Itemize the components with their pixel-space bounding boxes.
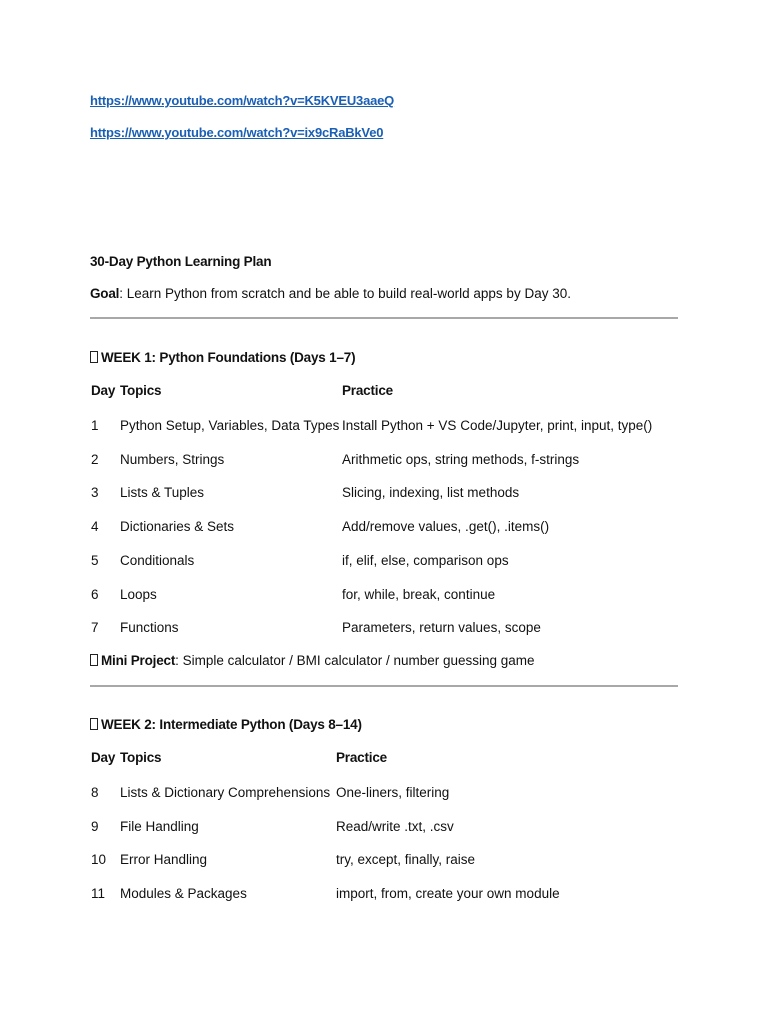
week1-table-header (0, 383, 768, 403)
practice-cell: One-liners, filtering (336, 785, 450, 800)
day-cell: 9 (91, 819, 99, 834)
topic-cell: Conditionals (120, 553, 195, 568)
day-cell: 2 (91, 452, 99, 467)
goal-text: : Learn Python from scratch and be able to build real-world apps by Day 30. (119, 286, 571, 301)
practice-cell: Arithmetic ops, string methods, f-strings (342, 452, 580, 467)
goal-label: Goal (90, 286, 120, 301)
doc-title: 30-Day Python Learning Plan (90, 254, 272, 269)
week1-heading-text: WEEK 1: Python Foundations (Days 1–7) (101, 350, 356, 365)
table-row (0, 785, 768, 805)
practice-cell: Install Python + VS Code/Jupyter, print, input, type() (342, 418, 653, 433)
goal-line (90, 286, 571, 301)
topic-cell: Python Setup, Variables, Data Types (120, 418, 340, 433)
week2-heading (90, 717, 362, 732)
day-cell: 4 (91, 519, 99, 534)
header-day: Day (91, 383, 116, 398)
practice-cell: if, elif, else, comparison ops (342, 553, 509, 568)
header-practice: Practice (336, 750, 387, 765)
practice-cell: Add/remove values, .get(), .items() (342, 519, 550, 534)
table-row (0, 519, 768, 539)
table-row (0, 819, 768, 839)
mini-project-text: : Simple calculator / BMI calculator / number guessing game (175, 653, 535, 668)
mini-project-label: Mini Project (101, 653, 176, 668)
topic-cell: Functions (120, 620, 179, 635)
day-cell: 3 (91, 485, 99, 500)
topic-cell: Dictionaries & Sets (120, 519, 235, 534)
topic-cell: Lists & Tuples (120, 485, 205, 500)
topic-cell: Loops (120, 587, 157, 602)
topic-cell: File Handling (120, 819, 199, 834)
day-cell: 11 (91, 886, 106, 901)
table-row (0, 620, 768, 640)
week2-heading-text: WEEK 2: Intermediate Python (Days 8–14) (101, 717, 362, 732)
missing-glyph-icon (90, 718, 98, 730)
table-row (0, 886, 768, 906)
practice-cell: Parameters, return values, scope (342, 620, 541, 635)
practice-cell: for, while, break, continue (342, 587, 496, 602)
header-topics: Topics (120, 383, 162, 398)
table-row (0, 852, 768, 872)
header-practice: Practice (342, 383, 393, 398)
day-cell: 6 (91, 587, 99, 602)
table-row (0, 452, 768, 472)
day-cell: 7 (91, 620, 99, 635)
topic-cell: Lists & Dictionary Comprehensions (120, 785, 331, 800)
topic-cell: Error Handling (120, 852, 208, 867)
youtube-link-2[interactable]: https://www.youtube.com/watch?v=ix9cRaBkVe0 (90, 125, 384, 140)
practice-cell: import, from, create your own module (336, 886, 560, 901)
day-cell: 5 (91, 553, 99, 568)
divider-1 (90, 317, 678, 319)
table-row (0, 418, 768, 438)
topic-cell: Numbers, Strings (120, 452, 225, 467)
youtube-link-1[interactable]: https://www.youtube.com/watch?v=K5KVEU3aaeQ (90, 93, 395, 108)
missing-glyph-icon (90, 351, 98, 363)
topic-cell: Modules & Packages (120, 886, 247, 901)
mini-project-line (90, 653, 535, 668)
header-day: Day (91, 750, 116, 765)
header-topics: Topics (120, 750, 162, 765)
practice-cell: Slicing, indexing, list methods (342, 485, 520, 500)
divider-2 (90, 685, 678, 687)
week1-heading (90, 350, 355, 365)
practice-cell: try, except, finally, raise (336, 852, 476, 867)
practice-cell: Read/write .txt, .csv (336, 819, 454, 834)
day-cell: 10 (91, 852, 107, 867)
table-row (0, 485, 768, 505)
missing-glyph-icon (90, 654, 98, 666)
table-row (0, 587, 768, 607)
week2-table-header (0, 750, 768, 770)
table-row (0, 553, 768, 573)
day-cell: 1 (91, 418, 99, 433)
day-cell: 8 (91, 785, 99, 800)
